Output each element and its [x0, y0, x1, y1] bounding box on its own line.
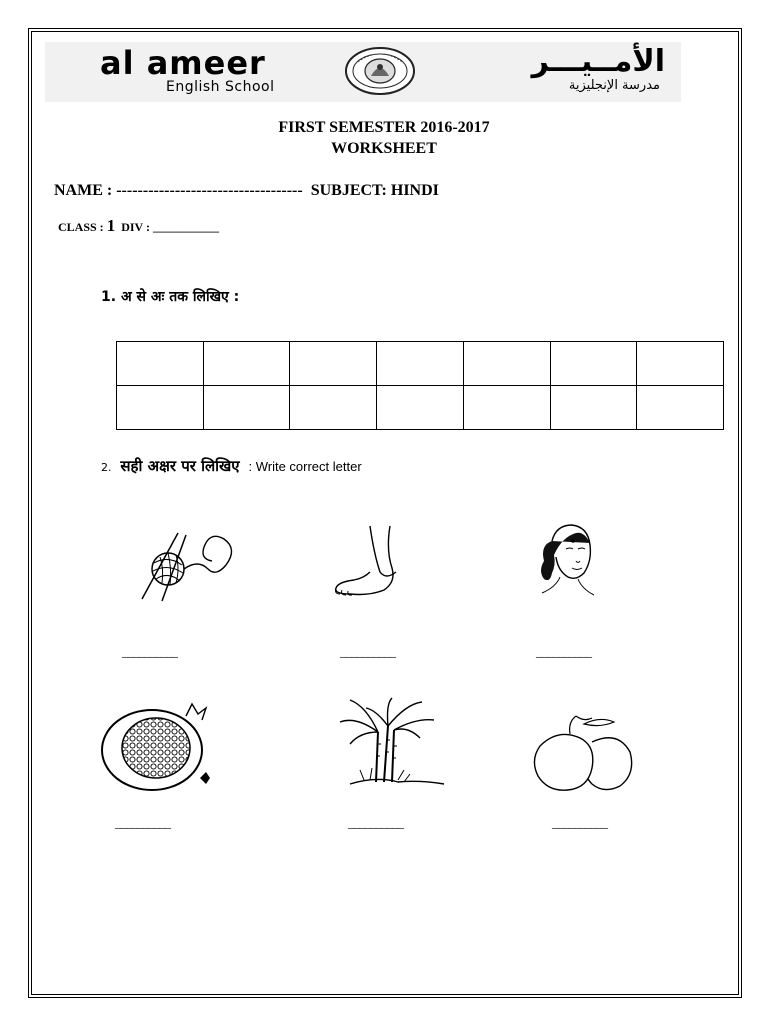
question-2: [101, 456, 362, 476]
semester-title: FIRST SEMESTER 2016-2017: [278, 119, 490, 136]
name-blank: -----------------------------------: [116, 182, 303, 199]
grid-cell[interactable]: [377, 386, 464, 430]
question-1: [101, 287, 239, 306]
grid-cell[interactable]: [117, 386, 204, 430]
grid-row: [117, 342, 724, 386]
answer-blank[interactable]: __________: [122, 644, 177, 659]
school-logo-english-subtitle: English School: [166, 79, 275, 95]
grid-cell[interactable]: [377, 342, 464, 386]
div-label: DIV :: [121, 220, 150, 234]
school-logo-english: al ameer: [100, 44, 266, 82]
div-blank: ___________: [152, 220, 219, 234]
name-subject-line: [54, 182, 439, 200]
answer-blank[interactable]: __________: [348, 815, 403, 830]
question-2-number: 2.: [101, 461, 112, 474]
pomegranate-icon: [94, 700, 214, 794]
grid-cell[interactable]: [550, 386, 637, 430]
grid-row: [117, 386, 724, 430]
grid-cell[interactable]: [290, 386, 377, 430]
school-logo-arabic: الأمــيـــر: [531, 44, 665, 79]
woman-face-icon: [532, 521, 598, 601]
alphabet-grid: [116, 341, 724, 430]
class-div-line: [58, 216, 219, 236]
grid-cell[interactable]: [550, 342, 637, 386]
worksheet-title: WORKSHEET: [331, 140, 437, 157]
subject-label: SUBJECT: HINDI: [310, 182, 439, 199]
page-border: [31, 31, 739, 995]
class-value: 1: [106, 216, 116, 235]
yarn-ball-icon: [138, 525, 242, 603]
question-1-number: 1.: [101, 289, 117, 305]
answer-blank[interactable]: __________: [552, 815, 607, 830]
school-crest-icon: [343, 46, 417, 96]
answer-blank[interactable]: __________: [115, 815, 170, 830]
question-1-text: अ से अः तक लिखिए :: [120, 289, 240, 305]
class-label: CLASS :: [58, 220, 104, 234]
answer-blank[interactable]: __________: [536, 644, 591, 659]
grid-cell[interactable]: [203, 342, 290, 386]
grid-cell[interactable]: [290, 342, 377, 386]
answer-blank[interactable]: __________: [340, 644, 395, 659]
sugarcane-icon: [336, 696, 448, 792]
grid-cell[interactable]: [203, 386, 290, 430]
school-logo-arabic-subtitle: مدرسة الإنجليزية: [568, 78, 660, 93]
question-2-text-english: : Write correct letter: [248, 459, 362, 474]
question-2-text-hindi: सही अक्षर पर लिखिए: [120, 457, 240, 475]
grid-cell[interactable]: [117, 342, 204, 386]
foot-icon: [330, 524, 410, 600]
grid-cell[interactable]: [463, 342, 550, 386]
name-label: NAME :: [54, 182, 113, 199]
grid-cell[interactable]: [463, 386, 550, 430]
mango-icon: [530, 712, 640, 794]
grid-cell[interactable]: [637, 386, 724, 430]
grid-cell[interactable]: [637, 342, 724, 386]
